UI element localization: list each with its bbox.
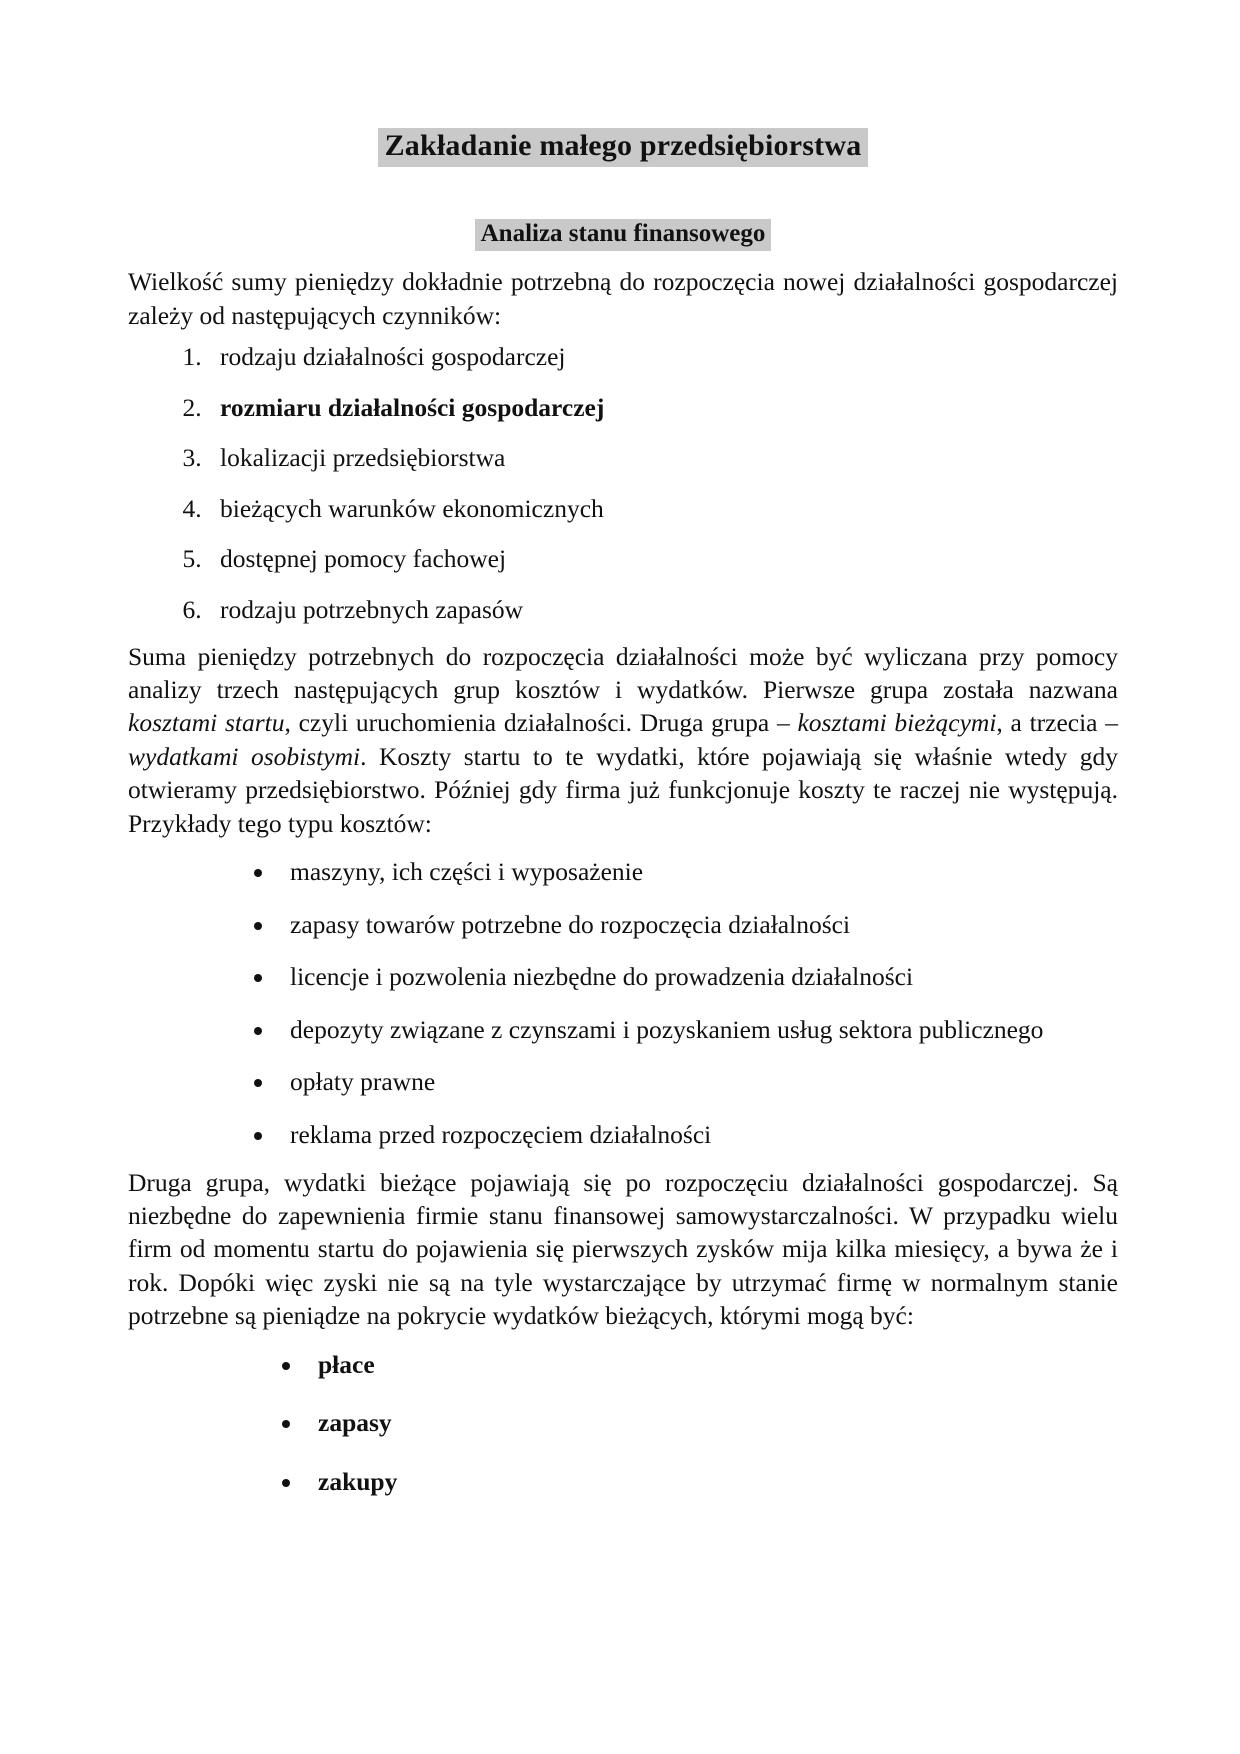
list-item: • opłaty prawne [276,1066,1118,1099]
list-item: • licencje i pozwolenia niezbędne do prowadzenia działalności [276,961,1118,994]
list-item: • maszyny, ich części i wyposażenie [276,856,1118,889]
section-heading: Analiza stanu finansowego [475,219,772,252]
list-item: 5. dostępnej pomocy fachowej [208,544,1118,575]
paragraph-run: , a trzecia – [996,708,1118,738]
cost-groups-paragraph [128,640,1118,840]
list-item: 6. rodzaju potrzebnych zapasów [208,595,1118,626]
paragraph-run: Suma pieniędzy potrzebnych do rozpoczęcia działalności może być wyliczana przy pomocy analizy trzech następujących grup kosztów i wydatków. Pierwsze grupa została nazwana [128,641,1118,704]
list-item [304,1407,1118,1440]
list-item-label: płace [318,1349,375,1379]
list-item [304,1466,1118,1499]
intro-paragraph: Wielkość sumy pieniędzy dokładnie potrzebną do rozpoczęcia nowej działalności gospodarczej zależy od następujących czynników: [128,267,1118,330]
startup-costs-bullet-list [128,856,1118,1152]
current-expenses-paragraph: Druga grupa, wydatki bieżące pojawiają się po rozpoczęciu działalności gospodarczej. Są niezbędne do zapewnienia firmie stanu finansowej samowystarczalności. W przypadku wielu firm od momentu startu do pojawienia się pierwszych zysków mija kilka miesięcy, a bywa że i rok. Dopóki więc zyski nie są na tyle wystarczające by utrzymać firmę w normalnym stanie potrzebne są pieniądze na pokrycie wydatków bieżących, którymi mogą być: [128,1167,1118,1331]
list-item: 3. lokalizacji przedsiębiorstwa [208,443,1118,474]
emphasis-wydatkami-osobistymi: wydatkami osobistymi [128,741,361,771]
document-title-container [128,128,1118,167]
list-item: • zapasy towarów potrzebne do rozpoczęcia działalności [276,909,1118,942]
list-item: • depozyty związane z czynszami i pozyskaniem usług sektora publicznego [276,1014,1118,1047]
emphasis-kosztami-biezacymi: kosztami bieżącymi [797,708,997,738]
factors-numbered-list [128,342,1118,626]
list-item-label: rozmiaru działalności gospodarczej [220,392,605,422]
page-title: Zakładanie małego przedsiębiorstwa [378,128,869,167]
emphasis-kosztami-startu: kosztami startu [128,708,285,738]
list-item: 4. bieżących warunków ekonomicznych [208,494,1118,525]
list-item-label: zapasy [318,1408,392,1438]
list-item: • reklama przed rozpoczęciem działalności [276,1119,1118,1152]
list-item [208,393,1118,424]
list-item: 1. rodzaju działalności gospodarczej [208,342,1118,373]
paragraph-run: , czyli uruchomienia działalności. Druga grupa – [284,708,798,738]
list-item [304,1349,1118,1382]
paragraph-run: . Koszty startu to te wydatki, które pojawiają się właśnie wtedy gdy otwieramy przedsiębiorstwo. Później gdy firma już funkcjonuje koszty te raczej nie występują. Przykłady tego typu kosztów: [128,741,1118,838]
current-expenses-bullet-list [128,1349,1118,1499]
list-item-label: zakupy [318,1466,398,1496]
document-subtitle-container [128,219,1118,252]
